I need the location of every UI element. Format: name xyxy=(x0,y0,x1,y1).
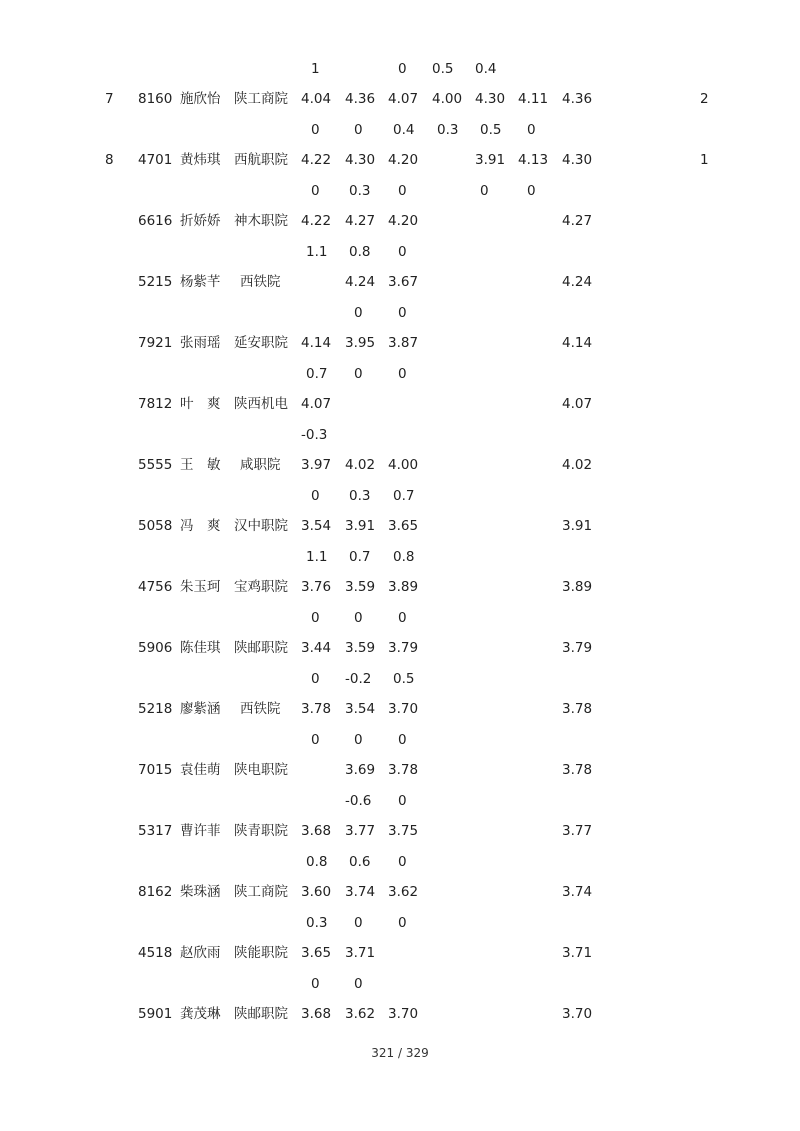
institution: 西航职院 xyxy=(234,152,288,168)
best-mark: 3.89 xyxy=(562,579,593,595)
athlete-number: 4756 xyxy=(138,579,173,595)
athlete-name: 杨紫芊 xyxy=(180,274,221,290)
institution: 陕工商院 xyxy=(234,91,288,107)
attempt-3: 4.07 xyxy=(388,91,419,107)
result-row xyxy=(0,760,800,780)
institution: 陕电职院 xyxy=(234,762,288,778)
wind-attempt-3: 0 xyxy=(398,610,407,626)
wind-attempt-3: 0 xyxy=(398,915,407,931)
wind-attempt-1: 0 xyxy=(311,183,320,199)
wind-attempt-6: 0 xyxy=(527,183,536,199)
wind-attempt-3: 0 xyxy=(398,366,407,382)
best-mark: 3.79 xyxy=(562,640,593,656)
wind-row xyxy=(0,120,800,140)
attempt-2: 3.77 xyxy=(345,823,376,839)
wind-attempt-1: 1.1 xyxy=(306,244,328,260)
attempt-1: 3.78 xyxy=(301,701,332,717)
wind-attempt-3: 0.7 xyxy=(393,488,415,504)
wind-attempt-3: 0 xyxy=(398,244,407,260)
wind-row xyxy=(0,791,800,811)
athlete-name: 王 敏 xyxy=(180,457,221,473)
athlete-number: 5901 xyxy=(138,1006,173,1022)
institution: 咸职院 xyxy=(240,457,281,473)
institution: 西铁院 xyxy=(240,274,281,290)
athlete-name: 曹许菲 xyxy=(180,823,221,839)
athlete-name: 叶 爽 xyxy=(180,396,221,412)
attempt-3: 3.79 xyxy=(388,640,419,656)
best-mark: 4.36 xyxy=(562,91,593,107)
institution: 汉中职院 xyxy=(234,518,288,534)
attempt-5: 3.91 xyxy=(475,152,506,168)
attempt-2: 3.59 xyxy=(345,640,376,656)
wind-row xyxy=(0,181,800,201)
best-mark: 3.71 xyxy=(562,945,593,961)
attempt-2: 3.91 xyxy=(345,518,376,534)
athlete-number: 4701 xyxy=(138,152,173,168)
wind-attempt-5: 0 xyxy=(480,183,489,199)
institution: 陕邮职院 xyxy=(234,640,288,656)
athlete-name: 黄炜琪 xyxy=(180,152,221,168)
institution: 神木职院 xyxy=(234,213,288,229)
wind-row xyxy=(0,425,800,445)
wind-attempt-3: 0.5 xyxy=(393,671,415,687)
wind-attempt-1: 0 xyxy=(311,610,320,626)
result-row xyxy=(0,943,800,963)
attempt-1: 4.04 xyxy=(301,91,332,107)
result-row xyxy=(0,882,800,902)
attempt-3: 3.70 xyxy=(388,701,419,717)
athlete-name: 朱玉珂 xyxy=(180,579,221,595)
athlete-name: 赵欣雨 xyxy=(180,945,221,961)
institution: 陕青职院 xyxy=(234,823,288,839)
athlete-name: 张雨瑶 xyxy=(180,335,221,351)
best-mark: 3.70 xyxy=(562,1006,593,1022)
attempt-5: 4.30 xyxy=(475,91,506,107)
attempt-2: 3.62 xyxy=(345,1006,376,1022)
attempt-1: 3.68 xyxy=(301,823,332,839)
wind-attempt-2: 0 xyxy=(354,732,363,748)
wind-attempt-3: 0.8 xyxy=(393,549,415,565)
result-row xyxy=(0,516,800,536)
attempt-1: 3.76 xyxy=(301,579,332,595)
attempt-2: 3.54 xyxy=(345,701,376,717)
athlete-number: 4518 xyxy=(138,945,173,961)
institution: 陕工商院 xyxy=(234,884,288,900)
wind-attempt-2: 0.3 xyxy=(349,183,371,199)
wind-attempt-1: 0.7 xyxy=(306,366,328,382)
wind-attempt-1: 0.3 xyxy=(306,915,328,931)
institution: 宝鸡职院 xyxy=(234,579,288,595)
wind-attempt-2: 0 xyxy=(354,610,363,626)
attempt-1: 4.14 xyxy=(301,335,332,351)
wind-attempt-3: 0 xyxy=(398,854,407,870)
athlete-number: 5906 xyxy=(138,640,173,656)
athlete-name: 袁佳萌 xyxy=(180,762,221,778)
athlete-name: 廖紫涵 xyxy=(180,701,221,717)
athlete-number: 5317 xyxy=(138,823,173,839)
athlete-name: 龚茂琳 xyxy=(180,1006,221,1022)
result-row xyxy=(0,455,800,475)
attempt-1: 3.65 xyxy=(301,945,332,961)
athlete-name: 柴珠涵 xyxy=(180,884,221,900)
attempt-2: 3.95 xyxy=(345,335,376,351)
best-mark: 4.07 xyxy=(562,396,593,412)
wind-row xyxy=(0,852,800,872)
wind-row xyxy=(0,669,800,689)
attempt-3: 4.20 xyxy=(388,213,419,229)
wind-attempt-1: 0 xyxy=(311,671,320,687)
wind-row xyxy=(0,242,800,262)
attempt-4: 4.00 xyxy=(432,91,463,107)
wind-attempt-2: 0 xyxy=(354,305,363,321)
wind-attempt-2: 0.6 xyxy=(349,854,371,870)
best-mark: 3.74 xyxy=(562,884,593,900)
points: 1 xyxy=(700,152,709,168)
wind-attempt-1: 0 xyxy=(311,488,320,504)
wind-attempt-3: 0.4 xyxy=(393,122,415,138)
points: 2 xyxy=(700,91,709,107)
attempt-1: 3.44 xyxy=(301,640,332,656)
wind-attempt-1: 1.1 xyxy=(306,549,328,565)
attempt-2: 4.24 xyxy=(345,274,376,290)
athlete-number: 6616 xyxy=(138,213,173,229)
result-row xyxy=(0,150,800,170)
wind-attempt-1: -0.3 xyxy=(301,427,328,443)
institution: 陕邮职院 xyxy=(234,1006,288,1022)
result-row xyxy=(0,638,800,658)
wind-attempt-2: 0.8 xyxy=(349,244,371,260)
attempt-3: 4.00 xyxy=(388,457,419,473)
athlete-number: 5215 xyxy=(138,274,173,290)
attempt-2: 4.30 xyxy=(345,152,376,168)
attempt-2: 4.36 xyxy=(345,91,376,107)
athlete-name: 折娇娇 xyxy=(180,213,221,229)
wind-attempt-1: 0 xyxy=(311,122,320,138)
attempt-2: 4.02 xyxy=(345,457,376,473)
wind-attempt-2: 0 xyxy=(354,915,363,931)
attempt-2: 3.59 xyxy=(345,579,376,595)
athlete-name: 施欣怡 xyxy=(180,91,221,107)
attempt-3: 3.75 xyxy=(388,823,419,839)
result-row xyxy=(0,577,800,597)
attempt-3: 4.20 xyxy=(388,152,419,168)
best-mark: 4.30 xyxy=(562,152,593,168)
best-mark: 3.91 xyxy=(562,518,593,534)
attempt-1: 3.54 xyxy=(301,518,332,534)
attempt-3: 3.65 xyxy=(388,518,419,534)
athlete-number: 7812 xyxy=(138,396,173,412)
attempt-3: 3.87 xyxy=(388,335,419,351)
best-mark: 3.77 xyxy=(562,823,593,839)
athlete-number: 5218 xyxy=(138,701,173,717)
wind-attempt-3: 0 xyxy=(398,183,407,199)
wind-row xyxy=(0,303,800,323)
best-mark: 3.78 xyxy=(562,701,593,717)
institution: 陕西机电 xyxy=(234,396,288,412)
wind-row xyxy=(0,486,800,506)
wind-attempt-5: 0.5 xyxy=(480,122,502,138)
attempt-1: 3.60 xyxy=(301,884,332,900)
attempt-1: 4.07 xyxy=(301,396,332,412)
athlete-number: 7921 xyxy=(138,335,173,351)
wind-row xyxy=(0,974,800,994)
result-row xyxy=(0,333,800,353)
wind-attempt-2: 0.7 xyxy=(349,549,371,565)
page-number: 321 / 329 xyxy=(371,1046,429,1060)
athlete-number: 5555 xyxy=(138,457,173,473)
attempt-2: 3.74 xyxy=(345,884,376,900)
attempt-3: 3.67 xyxy=(388,274,419,290)
wind-attempt-1: 0 xyxy=(311,732,320,748)
best-mark: 4.24 xyxy=(562,274,593,290)
result-row xyxy=(0,699,800,719)
wind-attempt-2: -0.2 xyxy=(345,671,372,687)
athlete-number: 8160 xyxy=(138,91,173,107)
attempt-1: 3.97 xyxy=(301,457,332,473)
wind-row xyxy=(0,913,800,933)
institution: 陕能职院 xyxy=(234,945,288,961)
attempt-2: 3.69 xyxy=(345,762,376,778)
wind-row xyxy=(0,608,800,628)
wind-attempt-4: 0.5 xyxy=(432,61,454,77)
result-row xyxy=(0,272,800,292)
rank: 7 xyxy=(105,91,114,107)
wind-attempt-3: 0 xyxy=(398,793,407,809)
wind-attempt-2: 0 xyxy=(354,366,363,382)
attempt-1: 4.22 xyxy=(301,152,332,168)
result-row xyxy=(0,1004,800,1024)
institution: 延安职院 xyxy=(234,335,288,351)
wind-attempt-1: 1 xyxy=(311,61,320,77)
wind-attempt-2: 0 xyxy=(354,976,363,992)
athlete-number: 7015 xyxy=(138,762,173,778)
athlete-name: 陈佳琪 xyxy=(180,640,221,656)
wind-attempt-1: 0.8 xyxy=(306,854,328,870)
result-row xyxy=(0,211,800,231)
best-mark: 3.78 xyxy=(562,762,593,778)
best-mark: 4.14 xyxy=(562,335,593,351)
best-mark: 4.27 xyxy=(562,213,593,229)
attempt-6: 4.11 xyxy=(518,91,549,107)
best-mark: 4.02 xyxy=(562,457,593,473)
wind-attempt-2: 0.3 xyxy=(349,488,371,504)
wind-attempt-3: 0 xyxy=(398,61,407,77)
wind-attempt-4: 0.3 xyxy=(437,122,459,138)
attempt-1: 4.22 xyxy=(301,213,332,229)
rank: 8 xyxy=(105,152,114,168)
wind-row xyxy=(0,730,800,750)
result-row xyxy=(0,89,800,109)
wind-row xyxy=(0,59,800,79)
attempt-6: 4.13 xyxy=(518,152,549,168)
athlete-name: 冯 爽 xyxy=(180,518,221,534)
wind-attempt-5: 0.4 xyxy=(475,61,497,77)
wind-attempt-1: 0 xyxy=(311,976,320,992)
institution: 西铁院 xyxy=(240,701,281,717)
result-row xyxy=(0,821,800,841)
result-row xyxy=(0,394,800,414)
athlete-number: 8162 xyxy=(138,884,173,900)
wind-attempt-3: 0 xyxy=(398,305,407,321)
attempt-3: 3.70 xyxy=(388,1006,419,1022)
wind-row xyxy=(0,547,800,567)
attempt-2: 4.27 xyxy=(345,213,376,229)
attempt-3: 3.78 xyxy=(388,762,419,778)
wind-attempt-2: -0.6 xyxy=(345,793,372,809)
wind-attempt-3: 0 xyxy=(398,732,407,748)
athlete-number: 5058 xyxy=(138,518,173,534)
attempt-1: 3.68 xyxy=(301,1006,332,1022)
attempt-3: 3.89 xyxy=(388,579,419,595)
wind-row xyxy=(0,364,800,384)
wind-attempt-6: 0 xyxy=(527,122,536,138)
wind-attempt-2: 0 xyxy=(354,122,363,138)
attempt-3: 3.62 xyxy=(388,884,419,900)
attempt-2: 3.71 xyxy=(345,945,376,961)
